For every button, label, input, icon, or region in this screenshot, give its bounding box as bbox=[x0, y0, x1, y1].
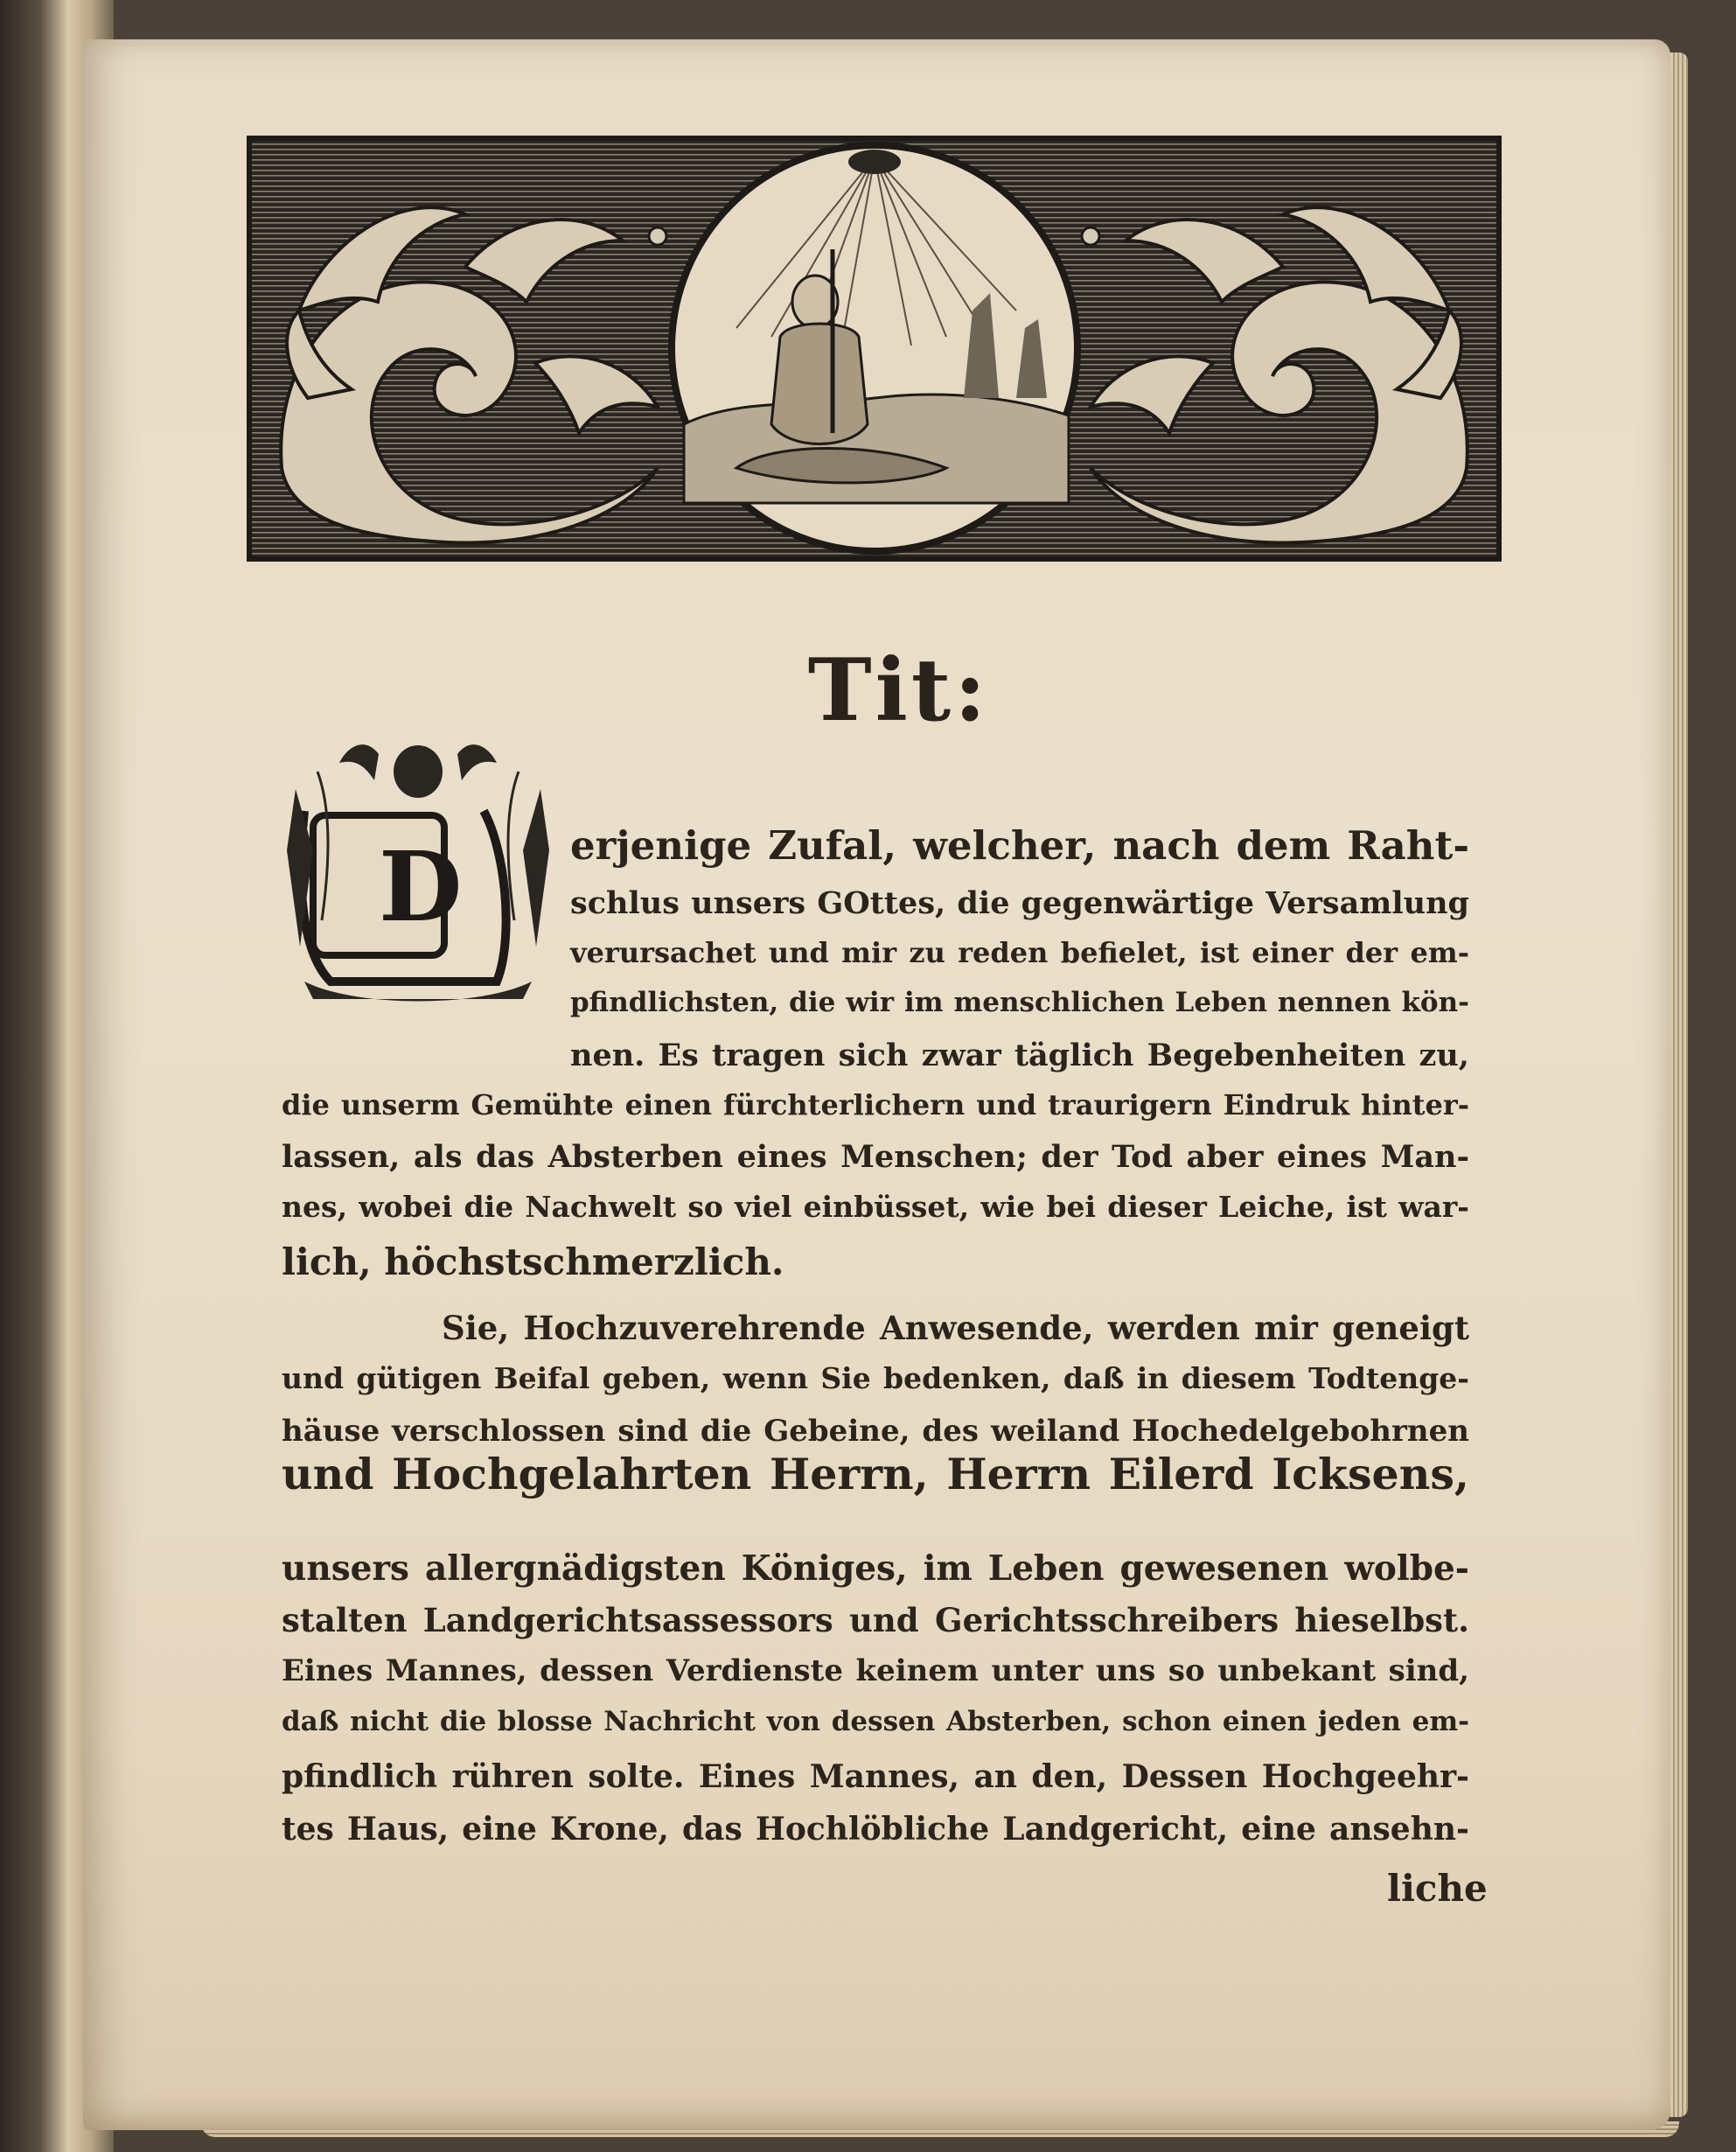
paragraph1-line-1: erjenige Zufal, welcher, nach dem Raht- bbox=[570, 822, 1469, 869]
woodcut-headpiece-icon bbox=[247, 136, 1502, 562]
paragraph1-line-3: verursachet und mir zu reden befielet, ist einer der em- bbox=[570, 936, 1469, 969]
paragraph2-line-6: stalten Landgerichtsassessors und Gerichtsschreibers hieselbst. bbox=[282, 1601, 1469, 1639]
paragraph1-line-9: lich, höchstschmerzlich. bbox=[282, 1240, 784, 1283]
paragraph2-line-8: daß nicht die blosse Nachricht von dessen Absterben, schon einen jeden em- bbox=[282, 1706, 1469, 1737]
paragraph1-line-8: nes, wobei die Nachwelt so viel einbüsset, wie bei dieser Leiche, ist war- bbox=[282, 1190, 1469, 1224]
paragraph2-line-5: unsers allergnädigsten Königes, im Leben gewesenen wolbe- bbox=[282, 1548, 1469, 1589]
paragraph2-line-10: tes Haus, eine Krone, das Hochlöbliche Landgericht, eine ansehn- bbox=[282, 1811, 1469, 1848]
paragraph2-line-2: und gütigen Beifal geben, wenn Sie bedenken, daß in diesem Todtenge- bbox=[282, 1361, 1469, 1395]
paragraph1-line-4: pfindlichsten, die wir im menschlichen Leben nennen kön- bbox=[570, 987, 1469, 1018]
paragraph1-line-2: schlus unsers GOttes, die gegenwärtige Versamlung bbox=[570, 885, 1469, 921]
paragraph1-line-5: nen. Es tragen sich zwar täglich Begebenheiten zu, bbox=[570, 1038, 1469, 1073]
paragraph1-line-7: lassen, als das Absterben eines Menschen; der Tod aber eines Man- bbox=[282, 1139, 1469, 1175]
paragraph2-line-1: Sie, Hochzuverehrende Anwesende, werden mir geneigt bbox=[442, 1309, 1469, 1347]
paragraph2-line-7: Eines Mannes, dessen Verdienste keinem unter uns so unbekant sind, bbox=[282, 1653, 1469, 1688]
paragraph2-line-4: und Hochgelahrten Herrn, Herrn Eilerd Icksens, bbox=[282, 1449, 1469, 1499]
decorated-initial-icon bbox=[278, 719, 560, 1008]
catchword: liche bbox=[1387, 1867, 1488, 1910]
paragraph2-line-9: pfindlich rühren solte. Eines Mannes, an den, Dessen Hochgeehr- bbox=[282, 1758, 1469, 1795]
paragraph2-line-3: häuse verschlossen sind die Gebeine, des weiland Hochedelgebohrnen bbox=[282, 1414, 1469, 1449]
paragraph1-line-6: die unserm Gemühte einen fürchterlichern und traurigern Eindruk hinter- bbox=[282, 1088, 1469, 1121]
initial-letter: D bbox=[379, 830, 463, 943]
page-heading: Tit: bbox=[807, 640, 990, 741]
